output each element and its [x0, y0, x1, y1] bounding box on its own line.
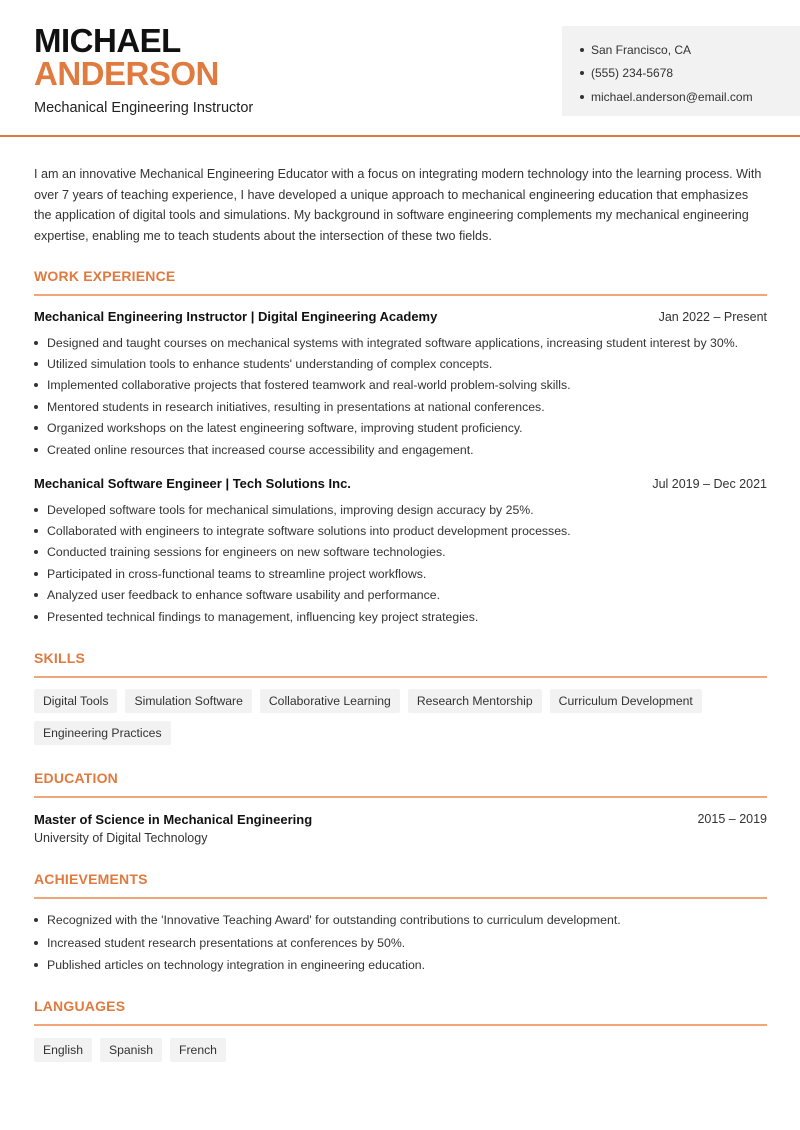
list-item — [34, 418, 767, 439]
list-item — [34, 542, 767, 563]
bullet-icon — [34, 963, 38, 967]
summary-paragraph: I am an innovative Mechanical Engineering Educator with a focus on integrating modern technology into the learning process. With over 7 years of teaching experience, I have developed a unique approach to mechanical engineering education that emphasizes the application of digital tools and simulations. My background in software engineering complements my mechanical engineering expertise, enabling me to teach students about the intersection of these two fields. — [34, 167, 762, 244]
phone-text: (555) 234-5678 — [591, 66, 674, 81]
skill-chip: Research Mentorship — [408, 689, 542, 713]
list-item — [34, 353, 767, 374]
list-item — [34, 396, 767, 417]
bullet-icon — [580, 71, 584, 75]
bullet-icon — [34, 341, 38, 345]
contact-phone — [580, 62, 800, 86]
bullet-text: Analyzed user feedback to enhance software usability and performance. — [47, 588, 441, 603]
section-divider — [34, 294, 767, 296]
bullet-icon — [34, 362, 38, 366]
section-divider — [34, 897, 767, 899]
contact-email[interactable] — [580, 85, 800, 109]
list-item — [34, 563, 767, 584]
language-chips — [34, 1038, 767, 1062]
education-years: 2015 – 2019 — [697, 812, 767, 826]
section-title-skills: SKILLS — [34, 650, 85, 666]
list-item — [34, 606, 767, 627]
first-name: MICHAEL — [34, 22, 181, 59]
bullet-icon — [34, 572, 38, 576]
bullet-text: Increased student research presentations at conferences by 50%. — [47, 935, 406, 950]
list-item — [34, 585, 767, 606]
section-title-achievements: ACHIEVEMENTS — [34, 871, 148, 887]
bullet-icon — [34, 593, 38, 597]
bullet-text: Collaborated with engineers to integrate software solutions into product development processes. — [47, 524, 571, 539]
list-item — [34, 954, 767, 977]
resume-header — [0, 0, 800, 138]
bullet-icon — [34, 508, 38, 512]
bullet-text: Mentored students in research initiatives, resulting in presentations at national conferences. — [47, 399, 545, 414]
skill-chip: Simulation Software — [125, 689, 251, 713]
language-chip: English — [34, 1038, 92, 1062]
list-item — [34, 909, 767, 932]
bullet-icon — [34, 405, 38, 409]
bullet-text: Recognized with the 'Innovative Teaching Award' for outstanding contributions to curriculum development. — [47, 913, 621, 928]
bullet-text: Implemented collaborative projects that fostered teamwork and real-world problem-solving skills. — [47, 378, 571, 393]
bullet-icon — [34, 550, 38, 554]
bullet-icon — [34, 448, 38, 452]
bullet-icon — [34, 529, 38, 533]
education-degree: Master of Science in Mechanical Engineering — [34, 812, 313, 827]
bullet-text: Utilized simulation tools to enhance students' understanding of complex concepts. — [47, 357, 493, 372]
section-divider — [34, 1024, 767, 1026]
bullet-text: Designed and taught courses on mechanical systems with integrated software applications, increasing student interest by 30%. — [47, 335, 739, 350]
section-title-education: EDUCATION — [34, 770, 118, 786]
bullet-icon — [580, 48, 584, 52]
bullet-text: Conducted training sessions for engineers on new software technologies. — [47, 545, 446, 560]
list-item — [34, 499, 767, 520]
job-header — [34, 476, 767, 491]
job-bullets — [34, 499, 767, 627]
bullet-text: Created online resources that increased course accessibility and engagement. — [47, 442, 474, 457]
achievement-bullets — [34, 909, 767, 977]
list-item — [34, 520, 767, 541]
bullet-icon — [34, 615, 38, 619]
list-item — [34, 332, 767, 353]
skill-chip: Curriculum Development — [550, 689, 702, 713]
section-divider — [34, 676, 767, 678]
skill-chip: Digital Tools — [34, 689, 117, 713]
location-text: San Francisco, CA — [591, 42, 692, 57]
bullet-icon — [580, 95, 584, 99]
education-school: University of Digital Technology — [34, 831, 208, 845]
list-item — [34, 439, 767, 460]
bullet-text: Participated in cross-functional teams to streamline project workflows. — [47, 566, 427, 581]
header-divider — [0, 135, 800, 137]
job-role: Mechanical Engineering Instructor | Digital Engineering Academy — [34, 309, 438, 324]
job-role: Mechanical Software Engineer | Tech Solutions Inc. — [34, 476, 351, 491]
bullet-text: Presented technical findings to management, influencing key project strategies. — [47, 609, 479, 624]
language-chip: Spanish — [100, 1038, 162, 1062]
bullet-icon — [34, 383, 38, 387]
skill-chip: Engineering Practices — [34, 721, 171, 745]
job-date: Jan 2022 – Present — [658, 310, 767, 324]
contact-box — [562, 26, 800, 116]
bullet-text: Published articles on technology integration in engineering education. — [47, 958, 426, 973]
bullet-icon — [34, 941, 38, 945]
last-name: ANDERSON — [34, 55, 219, 92]
bullet-text: Developed software tools for mechanical simulations, improving design accuracy by 25%. — [47, 502, 534, 517]
job-title: Mechanical Engineering Instructor — [34, 100, 254, 116]
job-bullets — [34, 332, 767, 460]
section-title-work: WORK EXPERIENCE — [34, 268, 176, 284]
section-divider — [34, 796, 767, 798]
bullet-icon — [34, 918, 38, 922]
list-item — [34, 375, 767, 396]
contact-location — [580, 38, 800, 62]
skill-chip: Collaborative Learning — [260, 689, 400, 713]
job-date: Jul 2019 – Dec 2021 — [652, 477, 767, 491]
email-text[interactable]: michael.anderson@email.com — [591, 89, 753, 104]
job-header — [34, 309, 767, 324]
bullet-icon — [34, 426, 38, 430]
language-chip: French — [170, 1038, 226, 1062]
bullet-text: Organized workshops on the latest engineering software, improving student proficiency. — [47, 421, 523, 436]
section-title-languages: LANGUAGES — [34, 998, 126, 1014]
skills-chips — [34, 689, 767, 745]
list-item — [34, 932, 767, 955]
